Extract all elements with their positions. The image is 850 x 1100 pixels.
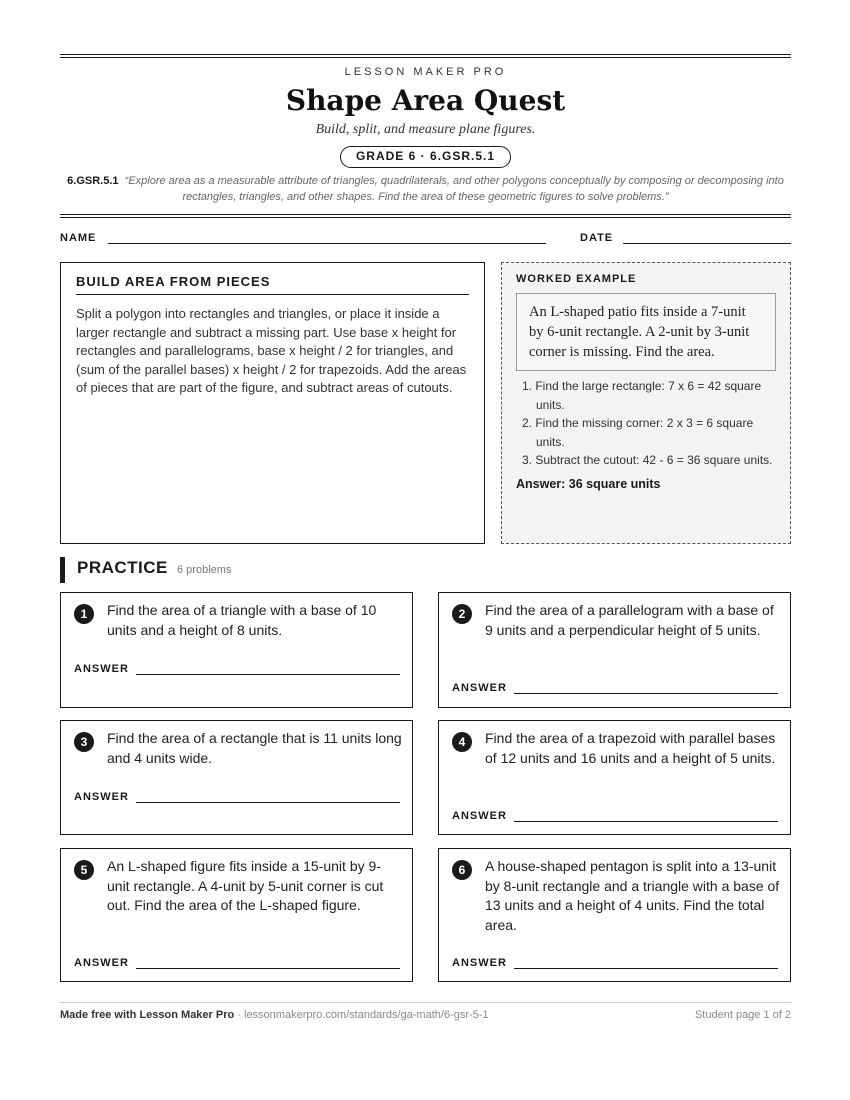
worked-example-heading: WORKED EXAMPLE <box>516 273 637 285</box>
answer-field[interactable] <box>514 693 778 694</box>
answer-field[interactable] <box>514 821 778 822</box>
answer-label: ANSWER <box>74 957 129 969</box>
problem-number-badge: 4 <box>452 732 472 752</box>
answer-field[interactable] <box>136 674 400 675</box>
practice-count: 6 problems <box>177 564 232 576</box>
problem-prompt: Find the area of a parallelogram with a base of 9 units and a perpendicular height of 5 units. <box>485 602 774 638</box>
problem-number-badge: 3 <box>74 732 94 752</box>
section-double-rule <box>60 214 791 218</box>
problem-prompt: Find the area of a rectangle that is 11 units long and 4 units wide. <box>107 730 402 766</box>
worked-example-panel <box>501 262 791 544</box>
problem-card-5 <box>60 848 413 982</box>
problem-number-badge: 5 <box>74 860 94 880</box>
problem-prompt: Find the area of a triangle with a base of 10 units and a height of 8 units. <box>107 602 377 638</box>
worked-example-answer: Answer: 36 square units <box>516 476 661 491</box>
footer-credit <box>60 1009 489 1021</box>
problem-card-3 <box>60 720 413 835</box>
standard-statement <box>60 173 791 205</box>
standard-code: 6.GSR.5.1 <box>67 175 119 187</box>
practice-accent-bar <box>60 557 65 583</box>
footer-url[interactable]: lessonmakerpro.com/standards/ga-math/6-gsr-5-1 <box>244 1009 489 1021</box>
footer-page-number: Student page 1 of 2 <box>694 1009 791 1021</box>
name-field[interactable] <box>108 243 546 244</box>
problem-card-2 <box>438 592 791 708</box>
worked-example-step: 2. Find the missing corner: 2 x 3 = 6 square units. <box>522 416 754 449</box>
answer-label: ANSWER <box>452 682 507 694</box>
standard-text: “Explore area as a measurable attribute of triangles, quadrilaterals, and other polygons conceptually by composing or decomposing into rectangles, triangles, and other shapes. Find the area of these geometric figures to solve problems.” <box>124 175 784 203</box>
problem-card-1 <box>60 592 413 708</box>
name-label: NAME <box>60 232 97 244</box>
date-label: DATE <box>580 232 614 244</box>
answer-field[interactable] <box>136 968 400 969</box>
header-double-rule <box>60 54 791 58</box>
answer-label: ANSWER <box>74 791 129 803</box>
problem-number-badge: 6 <box>452 860 472 880</box>
problem-prompt: A house-shaped pentagon is split into a 13-unit by 8-unit rectangle and a triangle with a base of 13 units and a height of 4 units. Find the total area. <box>485 858 780 933</box>
answer-field[interactable] <box>136 802 400 803</box>
concept-body: Split a polygon into rectangles and triangles, or place it inside a larger rectangle and subtract a missing part. Use base x height for rectangles and parallelograms, base x height / 2 for triangles, and (sum of the parallel bases) x height / 2 for trapezoids. Add the areas of pieces that are part of the figure, and subtract areas of cutouts. <box>76 306 467 395</box>
grade-badge: GRADE 6 · 6.GSR.5.1 <box>340 146 511 168</box>
page-title: Shape Area Quest <box>285 84 566 117</box>
concept-heading: BUILD AREA FROM PIECES <box>76 274 469 295</box>
worked-example-step: 1. Find the large rectangle: 7 x 6 = 42 square units. <box>522 379 762 412</box>
answer-field[interactable] <box>514 968 778 969</box>
worked-example-problem: An L-shaped patio fits inside a 7-unit by 6-unit rectangle. A 2-unit by 3-unit corner is missing. Find the area. <box>516 293 776 371</box>
problem-card-4 <box>438 720 791 835</box>
date-field[interactable] <box>623 243 791 244</box>
footer-made-with: Made free with Lesson Maker Pro <box>60 1009 235 1021</box>
answer-label: ANSWER <box>452 957 507 969</box>
concept-panel <box>60 262 485 544</box>
problem-prompt: Find the area of a trapezoid with parallel bases of 12 units and 16 units and a height of 5 units. <box>485 730 776 766</box>
answer-label: ANSWER <box>452 810 507 822</box>
worksheet-page <box>60 0 791 1100</box>
problem-card-6 <box>438 848 791 982</box>
page-subtitle: Build, split, and measure plane figures. <box>315 122 536 137</box>
problem-number-badge: 2 <box>452 604 472 624</box>
brand-name: LESSON MAKER PRO <box>344 66 507 78</box>
worked-example-step: 3. Subtract the cutout: 42 - 6 = 36 square units. <box>522 453 773 467</box>
practice-heading: PRACTICE <box>77 558 168 577</box>
answer-label: ANSWER <box>74 663 129 675</box>
footer-divider <box>60 1002 791 1003</box>
worked-example-steps <box>516 377 776 470</box>
problem-number-badge: 1 <box>74 604 94 624</box>
problem-prompt: An L-shaped figure fits inside a 15-unit by 9-unit rectangle. A 4-unit by 5-unit corner is cut out. Find the area of the L-shaped figure. <box>107 858 384 913</box>
footer-separator: · <box>234 1009 244 1021</box>
